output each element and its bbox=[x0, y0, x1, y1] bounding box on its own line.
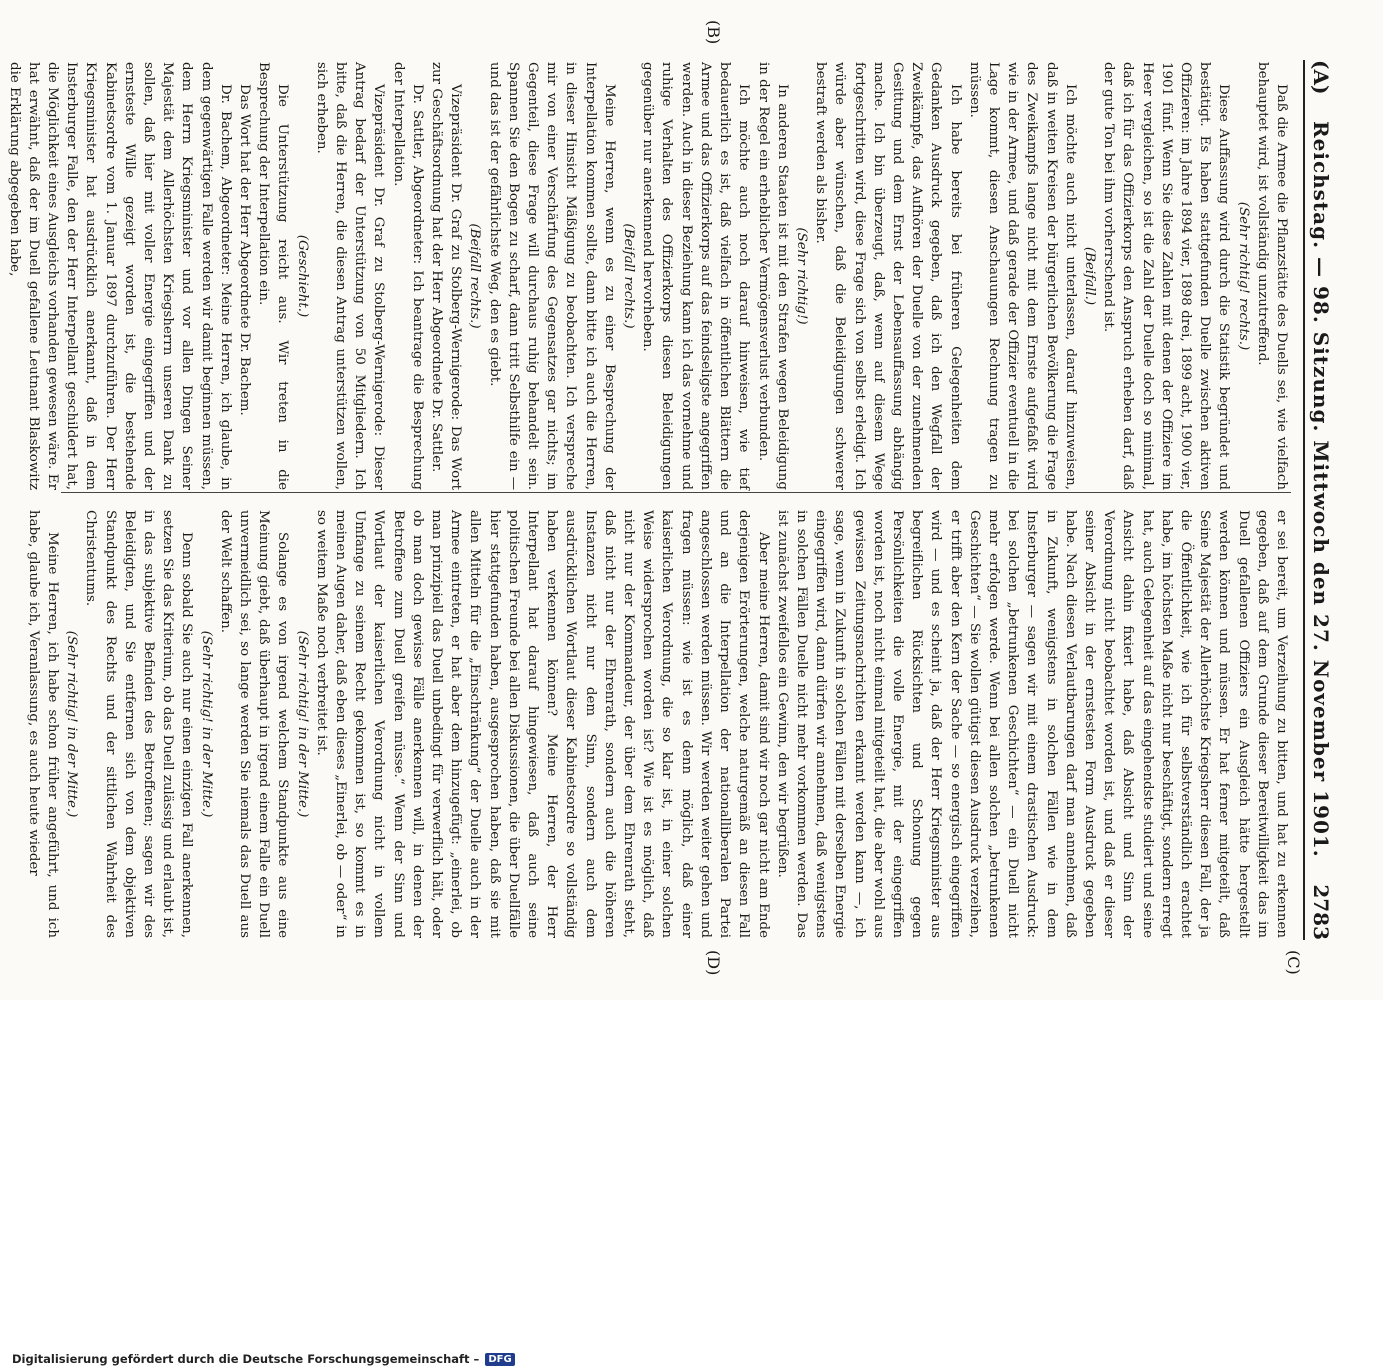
interjection: (Beifall rechts.) bbox=[621, 223, 637, 329]
left-text-column bbox=[6, 62, 1291, 490]
header-left-mark: (A) bbox=[1309, 60, 1333, 95]
paragraph: Die Unterstützung reicht aus. Wir treten in die Besprechung der Interpellation ein. bbox=[256, 62, 291, 490]
paragraph: In anderen Staaten ist mit den Strafen wegen Beleidigung in der Regel ein erheblicher Vermögensverlust verbunden. bbox=[755, 62, 790, 490]
right-margin-mark-d: (D) bbox=[704, 950, 723, 976]
page-header bbox=[1303, 60, 1343, 940]
interjection: (Sehr richtig!) bbox=[793, 227, 809, 325]
paragraph: Ich habe bereits bei früheren Gelegenheiten dem Gedanken Ausdruck gegeben, daß ich den Wegfall der Zweikämpfe, das Aufhören der Duelle von der zunehmenden Gesittung und dem Ernst der Lebensauffassung abhängig mache. Ich bin überzeugt, daß, wenn auf diesem Wege fortgeschritten wird, diese Frage sich von selbst erledigt. Ich würde aber wünschen, daß die Beleidigungen schwerer bestraft werden als bisher. bbox=[813, 62, 963, 490]
digitization-footer bbox=[12, 1352, 515, 1366]
paragraph: er sei bereit, um Verzeihung zu bitten, und hat zu erkennen gegeben, daß auf dem Grunde dieser Bereitwilligkeit das im Duell gefallenen Offiziers ein Ausgleich hätte hergestellt werden können und müssen. Er hat ferner mitgeteilt, daß Seine Majestät der Allerhöchste Kriegsherr diesen Fall, der ja die Öffentlichkeit, wie ich für selbstverständlich erachtet habe, im höchsten Maße nicht nur beschäftigt, sondern erregt hat, auch Gelegenheit auf das eingehendste studiert und seine Ansicht dahin fixiert habe, daß Absicht und Sinn der Verordnung nicht beobachtet worden ist, und daß er dieser seiner Absicht in der ernstesten Form Ausdruck gegeben habe. Nach diesen Verlautbarungen darf man annehmen, daß in Zukunft, wenigstens in solchen Fällen wie in dem Insterburger — sagen wir mit einem drastischen Ausdruck: bei solchen „betrunkenen Geschichten“ — ein Duell nicht mehr erfolgen werde. Wenn bei allen solchen „betrunkenen Geschichten“ — Sie wollen gütigst diesen Ausdruck verzeihen, er trifft aber den Kern der Sache — so energisch eingegriffen wird — und es scheint ja, daß der Herr Kriegsminister aus begreiflichen Rücksichten und Schonung gegen Persönlichkeiten die volle Energie, mit der eingegriffen worden ist, noch nicht einmal mitgeteilt hat, die aber wohl aus gewissen Zeitungsnachrichten erkannt werden kann —, ich sage, wenn in Zukunft in solchen Fällen mit derselben Energie eingegriffen wird, dann dürfen wir annehmen, daß wenigstens in solchen Fällen Duelle nicht mehr vorkommen werden. Das ist zunächst zweifellos ein Gewinn, den wir begrüßen. bbox=[774, 510, 1289, 938]
interjection: (Sehr richtig! rechts.) bbox=[1235, 201, 1251, 351]
dfg-logo: DFG bbox=[485, 1353, 514, 1366]
interjection: (Sehr richtig! in der Mitte.) bbox=[294, 630, 310, 818]
paragraph: Daß die Armee die Pflanzstätte des Duells sei, wie vielfach behauptet wird, ist vollständig unzutreffend. bbox=[1254, 62, 1289, 490]
footer-text: Digitalisierung gefördert durch die Deutsche Forschungsgemeinschaft – bbox=[12, 1352, 480, 1366]
paragraph: Vizepräsident Dr. Graf zu Stolberg-Wernigerode: Das Wort zur Geschäftsordnung hat der Herr Abgeordnete Dr. Sattler. bbox=[429, 62, 464, 490]
paragraph: Meine Herren, wenn es zu einer Besprechung der Interpellation kommen sollte, dann bitte ich auch die Herren, in dieser Hinsicht Mäßigung zu beobachten. Ich verspreche mir von einer Verschärfung des Gegensatzes gar nichts; im Gegenteil, diese Frage will durchaus ruhig behandelt sein. Spannen Sie den Bogen zu scharf, dann tritt Selbsthilfe ein — und das ist der gefährlichste Weg, den es giebt. bbox=[486, 62, 617, 490]
page-number: 2783 bbox=[1309, 884, 1333, 940]
paragraph: Dr. Sattler, Abgeordneter: Ich beantrage die Besprechung der Interpellation. bbox=[390, 62, 425, 490]
header-title: Reichstag. — 98. Sitzung. Mittwoch den 27. November 1901. bbox=[1309, 121, 1333, 858]
interjection: (Sehr richtig! in der Mitte.) bbox=[64, 630, 80, 818]
paragraph: Das Wort hat der Herr Abgeordnete Dr. Bachem. bbox=[237, 84, 253, 416]
paragraph: Ich möchte auch nicht unterlassen, darauf hinzuweisen, daß in weiten Kreisen der bürgerlichen Bevölkerung die Frage des Zweikampfs lange nicht mit dem Ernste aufgefaßt wird wie in der Armee, und daß gerade der Offizier eventuell in die Lage kommt, diesen Anschauungen Rechnung tragen zu müssen. bbox=[966, 62, 1078, 490]
paragraph: Denn sobald Sie auch nur einen einzigen Fall anerkennen, setzen Sie das Kriterium, ob das Duell zulässig und erlaubt ist, in das subjektive Befinden des Betroffenen; sagen wir des Beleidigten, und Sie entfernen sich von dem objektiven Standpunkt des Rechts und der sittlichen Wahrheit des Christentums. bbox=[83, 510, 195, 938]
paragraph: Aber meine Herren, damit sind wir noch gar nicht am Ende derjenigen Erörterungen, welche naturgemäß an diesen Fall und an die Interpellation der nationalliberalen Partei angeschlossen werden müssen. Wir werden weiter gehen und fragen müssen: wie ist es denn möglich, daß einer kaiserlichen Verordnung, die so klar ist, in einer solchen Weise widersprochen worden ist? Wie ist es möglich, daß nicht nur der Kommandeur, der über dem Ehrenrath steht, daß nicht nur der Ehrenrath, sondern auch die höheren Instanzen nicht nur dem Sinn, sondern auch dem ausdrücklichen Wortlaut dieser Kabinetsordre so vollständig haben verkennen können? Meine Herren, der Herr Interpellant hat darauf hingewiesen, daß auch seine politischen Freunde bei allen Diskussionen, die über Duellfälle hier stattgefunden haben, ausgesprochen haben, daß sie mit allen Mitteln für die „Einschränkung“ der Duelle auch in der Armee eintreten, er hat aber dem hinzugefügt: „einerlei, ob man prinzipiell das Duell unbedingt für verwerflich hält, oder ob man doch gewisse Fälle anerkennen will, in denen der Betroffene zum Duell greifen müsse.“ Wenn der Sinn und Wortlaut der kaiserlichen Verordnung nicht in vollem Umfange zu seinem Recht gekommen ist, so kommt es in meinen Augen daher, daß eben dieses „Einerlei, ob — oder“ in so weitem Maße noch verbreitet ist. bbox=[313, 510, 771, 938]
left-margin-mark-b: (B) bbox=[704, 20, 723, 45]
paragraph: Meine Herren, ich habe schon früher angeführt, und ich habe, glaube ich, Veranlassung, es auch heute wieder bbox=[25, 510, 60, 938]
paragraph: Diese Auffassung wird durch die Statistik begründet und bestätigt. Es haben stattgefunden Duelle zwischen aktiven Offizieren: im Jahre 1894 vier, 1898 drei, 1899 acht, 1900 vier, 1901 fünf. Wenn Sie diese Zahlen mit denen der Offiziere im Heer vergleichen, so ist die Zahl der Duelle doch so minimal, daß ich für das Offizierkorps den Anspruch erheben darf, daß der gute Ton bei ihm vorherrschend ist. bbox=[1101, 62, 1232, 490]
paragraph: Ich möchte auch noch darauf hinweisen, wie tief bedauerlich es ist, daß vielfach in öffentlichen Blättern die Armee und das Offizierkorps auf das feindseligste angegriffen werden. Auch in dieser Beziehung kann ich das vornehme und ruhige Verhalten des Offizierkorps diesen Beleidigungen gegenüber nur anerkennend hervorheben. bbox=[640, 62, 752, 490]
paragraph: Vizepräsident Dr. Graf zu Stolberg-Wernigerode: Dieser Antrag bedarf der Unterstützung von 50 Mitgliedern. Ich bitte, daß die Herren, die diesen Antrag unterstützen wollen, sich erheben. bbox=[313, 62, 387, 490]
interjection: (Beifall.) bbox=[1081, 246, 1097, 306]
interjection: (Geschieht.) bbox=[294, 234, 310, 318]
right-text-column bbox=[25, 510, 1291, 938]
interjection: (Sehr richtig! in der Mitte.) bbox=[198, 630, 214, 818]
interjection: (Beifall rechts.) bbox=[467, 223, 483, 329]
column-divider bbox=[61, 492, 1291, 493]
right-margin-mark-c: (C) bbox=[1284, 950, 1303, 975]
paragraph: Solange es von irgend welchem Standpunkte aus eine Meinung giebt, daß überhaupt in irgend einem Falle ein Duell unvermeidlich sei, so lange werden Sie niemals das Duell aus der Welt schaffen. bbox=[217, 510, 291, 938]
paragraph: Dr. Bachem, Abgeordneter: Meine Herren, ich glaube, in dem gegenwärtigen Falle werden wir damit beginnen müssen, dem Herrn Kriegsminister und vor allen Dingen Seiner Majestät dem Allerhöchsten Kriegsherrn unseren Dank zu sollen, daß hier mit voller Energie eingegriffen und der ernsteste Wille gezeigt worden ist, die bestehende Kabinetsordre vom 1. Januar 1897 durchzuführen. Der Herr Kriegsminister hat ausdrücklich anerkannt, daß in dem Insterburger Falle, den der Herr Interpellant geschildert hat, die Möglichkeit eines Ausgleichs vorhanden gewesen wäre. Er hat erwähnt, daß der im Duell gefallene Leutnant Blaskowitz die Erklärung abgegeben habe, bbox=[6, 62, 233, 490]
